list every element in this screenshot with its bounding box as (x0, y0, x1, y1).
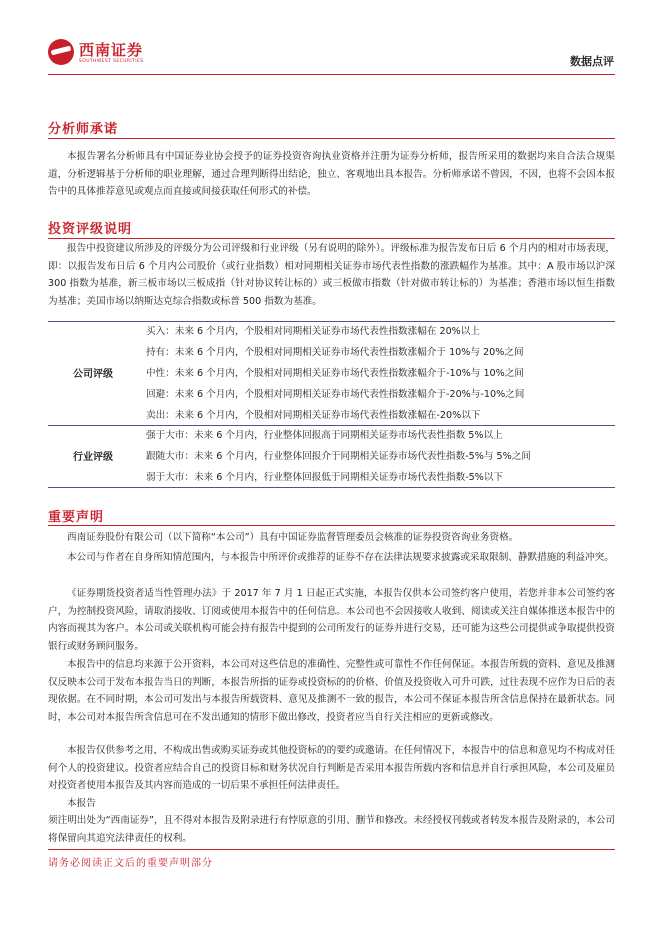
analyst-section-title: 分析师承诺 (48, 122, 119, 137)
rating-section-divider (48, 238, 615, 239)
disclaimer-paragraph: 本报告仅供参考之用，不构成出售或购买证券或其他投资标的的要约或邀请。在任何情况下，本报告中的信息和意见均不构成对任何个人的投资建议。投资者应结合自己的投资目标和财务状况自行判断是否采用本报告所载内容和信息并自行承担风险，本公司及雇员对投资者使用本报告及其内容而造成的一切后果不承担任何法律责任。 (48, 745, 615, 791)
disclaimer-paragraph-lead: 本报告 (67, 798, 96, 809)
company-rating-label: 公司评级 (73, 369, 113, 380)
logo-cn-text: 西南证券 (79, 41, 144, 59)
logo-mark-icon (48, 39, 74, 65)
industry-rating-row: 弱于大市：未来 6 个月内，行业整体回报低于同期相关证券市场代表性指数-5%以下 (146, 472, 504, 483)
disclaimer-paragraph: 本公司与作者在自身所知情范围内，与本报告中所评价或推荐的证券不存在法律法规要求披露或采取限制、静默措施的利益冲突。 (67, 552, 614, 563)
analyst-section-divider (48, 138, 615, 139)
disclaimer-paragraph: 须注明出处为“西南证券”，且不得对本报告及附录进行有悖原意的引用、删节和修改。未经授权刊载或者转发本报告及附录的，本公司将保留向其追究法律责任的权利。 (48, 815, 615, 844)
disclaimer-paragraph: 西南证券股份有限公司（以下简称“本公司”）具有中国证券监督管理委员会核准的证券投资咨询业务资格。 (67, 532, 519, 543)
logo-en-text: SOUTHWEST SECURITIES (79, 59, 144, 64)
analyst-body: 本报告署名分析师具有中国证券业协会授予的证券投资咨询执业资格并注册为证券分析师，报告所采用的数据均来自合法合规渠道，分析逻辑基于分析师的职业理解，通过合理判断得出结论，独立、客观地出具本报告。分析师承诺不曾因，不因，也将不会因本报告中的具体推荐意见或观点而直接或间接获取任何形式的补偿。 (48, 151, 615, 197)
disclaimer-paragraph: 本报告中的信息均来源于公开资料，本公司对这些信息的准确性、完整性或可靠性不作任何保证。本报告所载的资料、意见及推测仅反映本公司于发布本报告当日的判断，本报告所指的证券或投资标的的价格、价值及投资收入可升可跌，过往表现不应作为日后的表现依据。在不同时期，本公司可发出与本报告所载资料、意见及推测不一致的报告，本公司不保证本报告所含信息保持在最新状态。同时，本公司对本报告所含信息可在不发出通知的情形下做出修改，投资者应当自行关注相应的更新或修改。 (48, 659, 615, 723)
company-rating-row: 中性：未来 6 个月内，个股相对同期相关证券市场代表性指数涨幅介于-10%与 10%之间 (146, 368, 524, 379)
disclaimer-section-title: 重要声明 (48, 510, 105, 525)
header-divider (48, 74, 615, 75)
industry-rating-row: 跟随大市：未来 6 个月内，行业整体回报介于同期相关证券市场代表性指数-5%与 5%之间 (146, 451, 531, 462)
rating-section-title: 投资评级说明 (48, 222, 133, 237)
industry-rating-label: 行业评级 (73, 452, 113, 463)
rating-table-mid-line (48, 425, 615, 426)
company-logo (48, 39, 178, 71)
disclaimer-section-divider (48, 525, 615, 526)
company-rating-row: 回避：未来 6 个月内，个股相对同期相关证券市场代表性指数涨幅介于-20%与-10%之间 (146, 389, 525, 400)
company-rating-row: 卖出：未来 6 个月内，个股相对同期相关证券市场代表性指数涨幅在-20%以下 (146, 410, 481, 421)
rating-table-top-line (48, 321, 615, 322)
company-rating-row: 持有：未来 6 个月内，个股相对同期相关证券市场代表性指数涨幅介于 10%与 20%之间 (146, 347, 524, 358)
disclaimer-paragraph: 《证券期货投资者适当性管理办法》于 2017 年 7 月 1 日起正式实施，本报告仅供本公司签约客户使用，若您并非本公司签约客户，为控制投资风险，请取消接收、订阅或使用本报告中的任何信息。本公司也不会因接收人收到、阅读或关注自媒体推送本报告中的内容而视其为客户。本公司或关联机构可能会持有报告中提到的公司所发行的证券并进行交易，还可能为这些公司提供或争取提供投资银行或财务顾问服务。 (48, 588, 615, 652)
rating-table-bottom-line (48, 487, 615, 488)
doc-type-label: 数据点评 (570, 55, 614, 68)
company-rating-row: 买入：未来 6 个月内，个股相对同期相关证券市场代表性指数涨幅在 20%以上 (146, 326, 480, 337)
rating-intro: 报告中投资建议所涉及的评级分为公司评级和行业评级（另有说明的除外）。评级标准为报告发布日后 6 个月内的相对市场表现，即：以报告发布日后 6 个月内公司股价（或行业指数）相对同期相关证券市场代表性指数的涨跌幅作为基准。其中：A 股市场以沪深 300 指数为基准，新三板市场以三板成指（针对协议转让标的）或三板做市指数（针对做市转让标的）为基准；香港市场以恒生指数为基准；美国市场以纳斯达克综合指数或标普 500 指数为基准。 (48, 243, 615, 307)
footer-divider (48, 849, 615, 850)
page-header (0, 0, 662, 80)
industry-rating-row: 强于大市：未来 6 个月内，行业整体回报高于同期相关证券市场代表性指数 5%以上 (146, 430, 503, 441)
footer-notice: 请务必阅读正文后的重要声明部分 (48, 858, 213, 869)
